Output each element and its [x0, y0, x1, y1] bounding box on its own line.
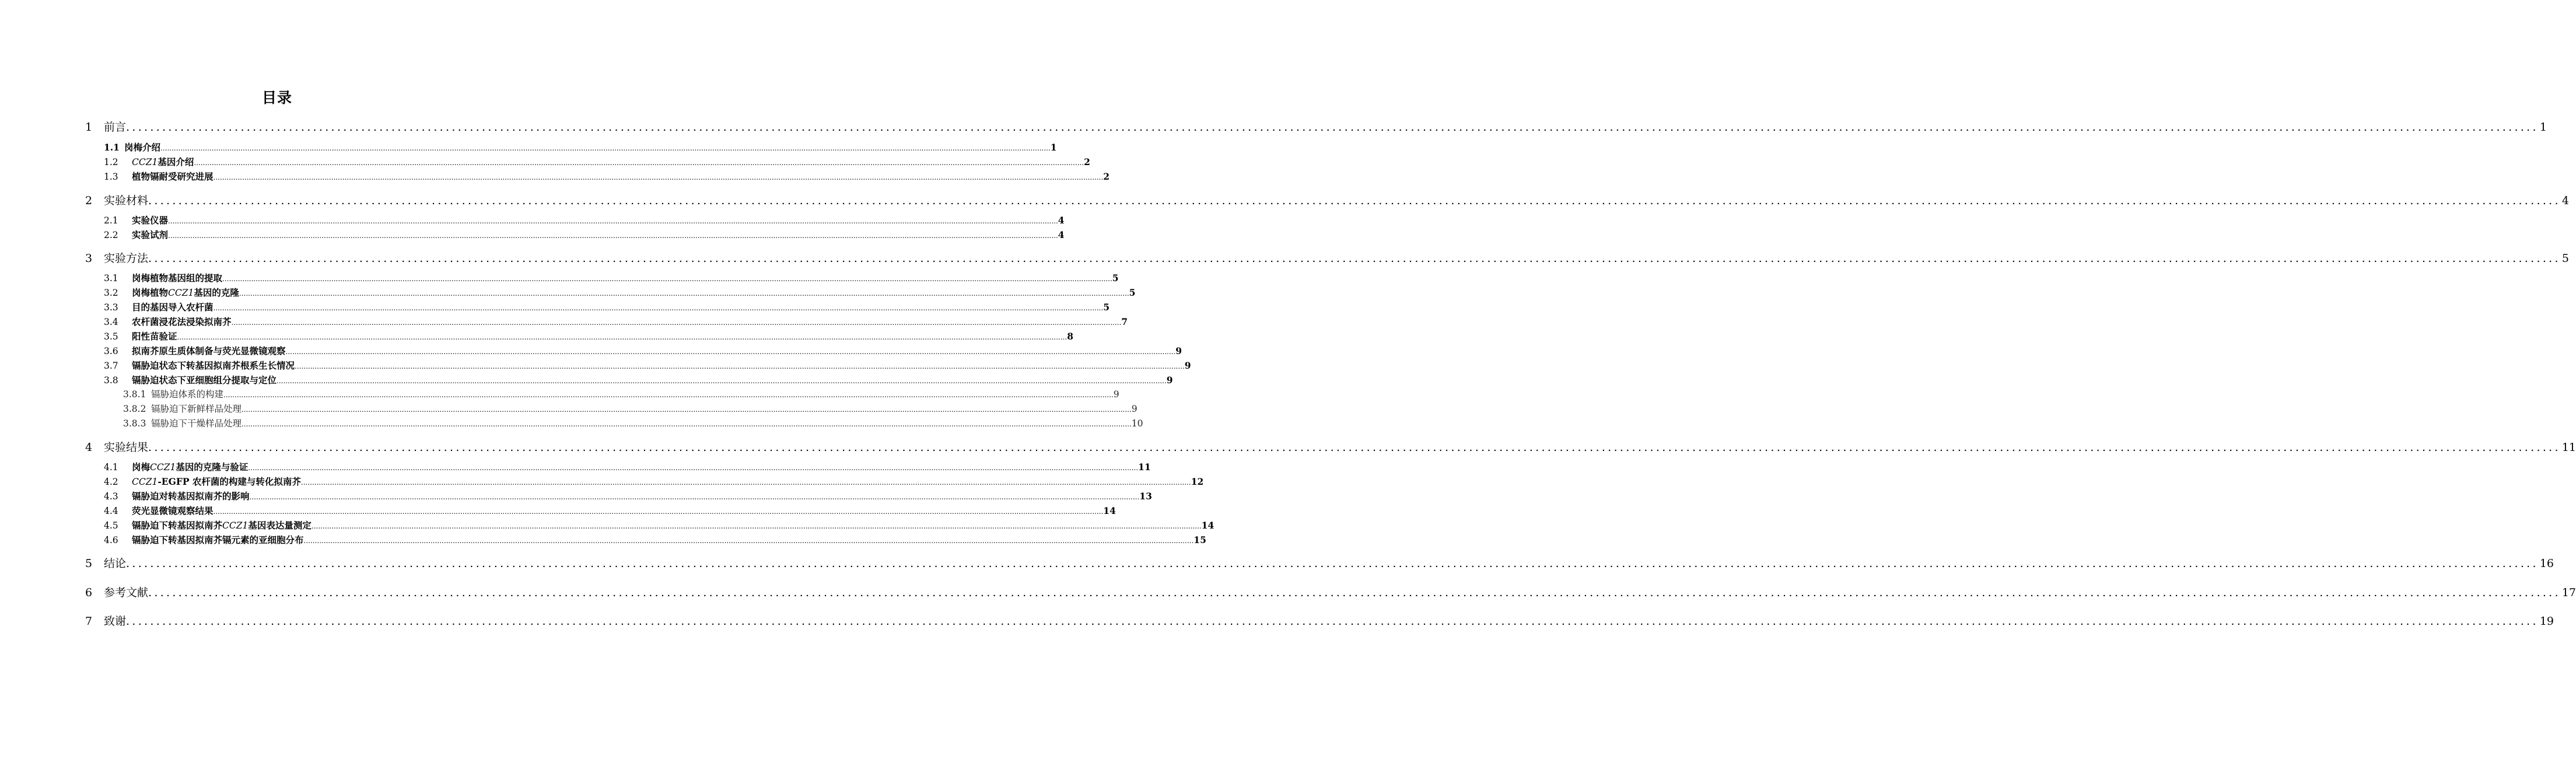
- toc-entry-label: [104, 439, 148, 454]
- toc-dot-leader: ................................................................................................................................................................................................................................................................................................................................................................................................................: [148, 586, 2561, 599]
- toc-entry-label-text: 镉胁迫下干燥样品处理: [151, 418, 242, 429]
- toc-entry-number: 3.1: [104, 273, 118, 284]
- toc-dot-leader: ................................................................................................................................................................................................................................................................................................................................................................................................................: [213, 304, 1104, 312]
- toc-entry-label-text: 致谢: [104, 615, 127, 628]
- toc-entry-number: 3.8.1: [123, 389, 146, 400]
- toc-entry[interactable]: [104, 271, 1119, 284]
- toc-entry-page-number: 9: [1113, 389, 1119, 400]
- toc-entry-label-text: 实验方法: [104, 252, 149, 265]
- toc-entry-label-text: 基因表达量测定: [248, 520, 312, 531]
- toc-entry-label: [132, 533, 304, 546]
- toc-entry-number: 3.6: [104, 346, 118, 356]
- toc-entry-page-number: 14: [1103, 505, 1116, 516]
- toc-entry-label-text: 目的基因导入农杆菌: [132, 302, 214, 313]
- toc-entry[interactable]: [123, 387, 1119, 400]
- toc-entry-number: 1.2: [104, 157, 118, 167]
- toc-entry-label: [132, 359, 295, 372]
- toc-entry[interactable]: [85, 612, 2554, 630]
- toc-dot-leader: ................................................................................................................................................................................................................................................................................................................................................................................................................: [194, 159, 1084, 167]
- toc-entry-number: 3.7: [104, 360, 118, 371]
- toc-dot-leader: ................................................................................................................................................................................................................................................................................................................................................................................................................: [177, 333, 1068, 341]
- toc-entry-label: [151, 387, 223, 400]
- toc-entry-page-number: 8: [1067, 331, 1074, 342]
- toc-entry-number: 4.6: [104, 535, 118, 545]
- toc-entry[interactable]: [85, 439, 2576, 456]
- toc-entry-label: [104, 118, 126, 134]
- toc-entry-page-number: 13: [1139, 491, 1152, 502]
- toc-dot-leader: ................................................................................................................................................................................................................................................................................................................................................................................................................: [213, 508, 1104, 516]
- toc-entry-page-number: 2: [1084, 156, 1090, 167]
- toc-dot-leader: ................................................................................................................................................................................................................................................................................................................................................................................................................: [126, 615, 2539, 628]
- toc-dot-leader: ................................................................................................................................................................................................................................................................................................................................................................................................................: [276, 377, 1167, 385]
- toc-entry-label: [104, 192, 148, 208]
- toc-entry-page-number: 17: [2561, 586, 2576, 599]
- toc-entry-label-text: 实验材料: [104, 194, 149, 207]
- toc-dot-leader: ................................................................................................................................................................................................................................................................................................................................................................................................................: [303, 537, 1194, 545]
- toc-entry-label-text: 荧光显微镜观察结果: [132, 505, 214, 516]
- toc-entry-label: [132, 228, 168, 241]
- toc-entry-label: [104, 612, 126, 628]
- toc-entry-number: 1.3: [104, 172, 118, 182]
- toc-dot-leader: ................................................................................................................................................................................................................................................................................................................................................................................................................: [126, 557, 2539, 570]
- toc-entry-page-number: 16: [2539, 557, 2554, 570]
- toc-entry-label-text: 岗梅植物基因组的提取: [132, 272, 223, 284]
- toc-entry[interactable]: [104, 475, 1204, 488]
- toc-entry-label-text: 实验结果: [104, 441, 149, 454]
- toc-entry[interactable]: [123, 416, 1143, 429]
- toc-entry-number: 3.2: [104, 288, 118, 298]
- toc-entry[interactable]: [104, 489, 1152, 502]
- toc-entry-number: 6: [85, 586, 93, 599]
- toc-entry-label: [132, 214, 168, 226]
- toc-entry-gene-name: CCZ1: [150, 462, 176, 473]
- toc-entry-label-text: 镉胁迫下新鲜样品处理: [151, 404, 242, 414]
- toc-dot-leader: ................................................................................................................................................................................................................................................................................................................................................................................................................: [148, 194, 2561, 207]
- toc-dot-leader: ................................................................................................................................................................................................................................................................................................................................................................................................................: [213, 173, 1104, 181]
- toc-entry-page-number: 9: [1166, 374, 1173, 386]
- toc-entry-page-number: 7: [1121, 316, 1128, 327]
- toc-dot-leader: ................................................................................................................................................................................................................................................................................................................................................................................................................: [300, 478, 1191, 487]
- toc-entry-gene-name: CCZ1: [222, 520, 249, 531]
- toc-entry-page-number: 5: [1103, 302, 1110, 313]
- toc-entry-number: 1: [85, 121, 93, 134]
- toc-dot-leader: ................................................................................................................................................................................................................................................................................................................................................................................................................: [160, 144, 1051, 152]
- toc-entry-label: [132, 519, 312, 531]
- toc-entry[interactable]: [104, 504, 1116, 517]
- toc-entry-label: [132, 504, 214, 517]
- toc-entry-label-text: 拟南芥原生质体制备与荧光显微镜观察: [132, 345, 286, 356]
- toc-entry-page-number: 11: [2561, 441, 2576, 454]
- toc-entry-label-text: 岗梅介绍: [124, 142, 161, 153]
- toc-entry-label: [132, 475, 301, 488]
- toc-dot-leader: ................................................................................................................................................................................................................................................................................................................................................................................................................: [231, 318, 1122, 327]
- toc-entry[interactable]: [104, 228, 1065, 241]
- toc-dot-leader: ................................................................................................................................................................................................................................................................................................................................................................................................................: [148, 252, 2561, 265]
- toc-entry-label: [124, 141, 160, 153]
- toc-entry-page-number: 19: [2539, 615, 2554, 628]
- toc-entry[interactable]: [104, 300, 1110, 313]
- toc-entry-number: 3.4: [104, 317, 118, 327]
- toc-entry-label-text: 基因的克隆: [194, 287, 239, 298]
- toc-entry-label-text: 植物镉耐受研究进展: [132, 171, 214, 182]
- toc-entry[interactable]: [104, 373, 1173, 386]
- toc-entry-label: [132, 344, 286, 357]
- toc-entry-label-text: 基因的克隆与验证: [176, 461, 249, 473]
- toc-entry-label: [132, 300, 214, 313]
- toc-entry-number: 3.5: [104, 331, 118, 342]
- toc-entry[interactable]: [123, 402, 1138, 415]
- toc-entry[interactable]: [104, 460, 1151, 473]
- toc-entry[interactable]: [104, 170, 1110, 183]
- toc-entry-label: [132, 373, 276, 386]
- toc-entry[interactable]: [104, 155, 1090, 168]
- toc-dot-leader: ................................................................................................................................................................................................................................................................................................................................................................................................................: [148, 441, 2561, 454]
- toc-entry-label: [132, 286, 239, 299]
- toc-entry-label-text: 基因介绍: [158, 156, 194, 167]
- toc-entry[interactable]: [85, 250, 2569, 267]
- toc-entry[interactable]: [104, 359, 1191, 372]
- toc-entry-page-number: 4: [1058, 215, 1065, 226]
- toc-entry-gene-name: CCZ1: [132, 477, 158, 487]
- toc-entry-gene-name: CCZ1: [132, 157, 158, 167]
- toc-entry-number: 2: [85, 194, 93, 207]
- toc-entry-page-number: 2: [1103, 171, 1110, 182]
- toc-entry-page-number: 9: [1175, 345, 1182, 356]
- toc-entry-number: 3.8: [104, 375, 118, 386]
- toc-entry[interactable]: [104, 286, 1136, 299]
- toc-entry-label: [132, 155, 194, 168]
- toc-entry-number: 4.5: [104, 520, 118, 531]
- toc-entry[interactable]: [104, 533, 1206, 546]
- toc-dot-leader: ................................................................................................................................................................................................................................................................................................................................................................................................................: [295, 362, 1185, 370]
- toc-entry[interactable]: [104, 214, 1065, 226]
- toc-entry-page-number: 4: [2561, 194, 2569, 207]
- toc-entry-number: 4: [85, 441, 93, 454]
- toc-entry-number: 4.4: [104, 506, 118, 516]
- toc-entry-label-text: 阳性苗验证: [132, 331, 177, 342]
- toc-entry-number: 1.1: [104, 142, 120, 153]
- toc-entry-label: [104, 555, 126, 570]
- toc-entry-label-text: 镉胁迫体系的构建: [151, 389, 224, 400]
- toc-dot-leader: ................................................................................................................................................................................................................................................................................................................................................................................................................: [311, 522, 1202, 530]
- toc-entry-number: 3.8.2: [123, 404, 146, 414]
- toc-entry-label: [104, 250, 148, 265]
- toc-dot-leader: ................................................................................................................................................................................................................................................................................................................................................................................................................: [239, 289, 1129, 298]
- toc-dot-leader: ................................................................................................................................................................................................................................................................................................................................................................................................................: [222, 275, 1112, 283]
- toc-entry-page-number: 9: [1131, 404, 1138, 414]
- toc-entry-page-number: 9: [1184, 360, 1191, 371]
- toc-entry-number: 3.8.3: [123, 418, 146, 429]
- toc-entry-number: 3: [85, 252, 93, 265]
- toc-entry-label-text: 镉胁迫对转基因拟南芥的影响: [132, 491, 250, 502]
- toc-entry-label: [132, 315, 232, 328]
- toc-entry-label-text: 镉胁迫状态下转基因拟南芥根系生长情况: [132, 360, 295, 371]
- toc-entry-label-text: 农杆菌浸花法浸染拟南芥: [132, 316, 232, 327]
- toc-entry-label: [104, 584, 148, 600]
- toc-entry-page-number: 1: [2539, 121, 2547, 134]
- toc-entry-label-text: 前言: [104, 121, 127, 134]
- toc-dot-leader: ................................................................................................................................................................................................................................................................................................................................................................................................................: [248, 464, 1139, 472]
- toc-entry-label-text: -EGFP 农杆菌的构建与转化拟南芥: [158, 476, 301, 487]
- toc-entry-page-number: 10: [1131, 418, 1143, 429]
- toc-entry-label-text: 参考文献: [104, 586, 149, 599]
- toc-entry-label-prefix: 岗梅植物: [132, 287, 169, 298]
- toc-entry-page-number: 14: [1201, 520, 1214, 531]
- toc-entry-label-text: 结论: [104, 557, 127, 570]
- toc-entry-label: [132, 271, 222, 284]
- toc-entry[interactable]: [85, 192, 2569, 209]
- toc-entry-label-text: 镉胁迫状态下亚细胞组分提取与定位: [132, 374, 277, 386]
- toc-dot-leader: ................................................................................................................................................................................................................................................................................................................................................................................................................: [242, 405, 1132, 414]
- toc-entry-label-prefix: 岗梅: [132, 461, 150, 473]
- toc-entry-number: 2.1: [104, 215, 118, 226]
- toc-entry-label-prefix: 镉胁迫下转基因拟南芥: [132, 520, 223, 531]
- toc-entry-number: 2.2: [104, 230, 118, 240]
- toc-entry[interactable]: [85, 555, 2554, 572]
- toc-entry-label: [151, 402, 242, 415]
- toc-entry-number: 4.1: [104, 462, 118, 473]
- toc-dot-leader: ................................................................................................................................................................................................................................................................................................................................................................................................................: [285, 348, 1176, 356]
- toc-dot-leader: ................................................................................................................................................................................................................................................................................................................................................................................................................: [168, 217, 1058, 225]
- toc-entry-label: [132, 330, 177, 342]
- toc-entry[interactable]: [104, 344, 1182, 357]
- toc-dot-leader: ................................................................................................................................................................................................................................................................................................................................................................................................................: [249, 493, 1140, 501]
- toc-entry[interactable]: [104, 519, 1214, 531]
- toc-entry[interactable]: [85, 118, 2547, 136]
- toc-entry-page-number: 12: [1191, 476, 1204, 487]
- toc-entry-number: 7: [85, 615, 93, 628]
- toc-entry[interactable]: [85, 584, 2576, 601]
- toc-entry-number: 4.3: [104, 491, 118, 502]
- toc-entry-label-text: 镉胁迫下转基因拟南芥镉元素的亚细胞分布: [132, 534, 304, 545]
- toc-entry-page-number: 4: [1058, 229, 1065, 240]
- toc-entry-page-number: 1: [1050, 142, 1057, 153]
- toc-entry-label: [132, 170, 214, 183]
- toc-dot-leader: ................................................................................................................................................................................................................................................................................................................................................................................................................: [223, 391, 1114, 399]
- toc-entry-number: 5: [85, 557, 93, 570]
- toc-entry-label: [132, 460, 248, 473]
- toc-entry[interactable]: [104, 315, 1128, 328]
- toc-title: 目录: [261, 89, 292, 106]
- toc-dot-leader: ................................................................................................................................................................................................................................................................................................................................................................................................................: [126, 121, 2539, 134]
- toc-entry-label-text: 实验试剂: [132, 229, 169, 240]
- toc-entry-label: [132, 489, 250, 502]
- toc-entry-page-number: 11: [1138, 461, 1151, 473]
- toc-entry[interactable]: [104, 330, 1074, 342]
- toc-entry-page-number: 15: [1194, 534, 1206, 545]
- toc-entry[interactable]: [104, 141, 1057, 153]
- toc-entry-number: 4.2: [104, 477, 118, 487]
- toc-entry-number: 3.3: [104, 302, 118, 313]
- toc-entry-label: [151, 416, 242, 429]
- toc-entry-label-text: 实验仪器: [132, 215, 169, 226]
- toc-dot-leader: ................................................................................................................................................................................................................................................................................................................................................................................................................: [168, 232, 1058, 240]
- toc-entry-page-number: 5: [2561, 252, 2569, 265]
- toc-dot-leader: ................................................................................................................................................................................................................................................................................................................................................................................................................: [242, 420, 1132, 428]
- toc-entry-page-number: 5: [1112, 272, 1119, 284]
- toc-entry-page-number: 5: [1129, 287, 1136, 298]
- toc-entry-gene-name: CCZ1: [168, 288, 194, 298]
